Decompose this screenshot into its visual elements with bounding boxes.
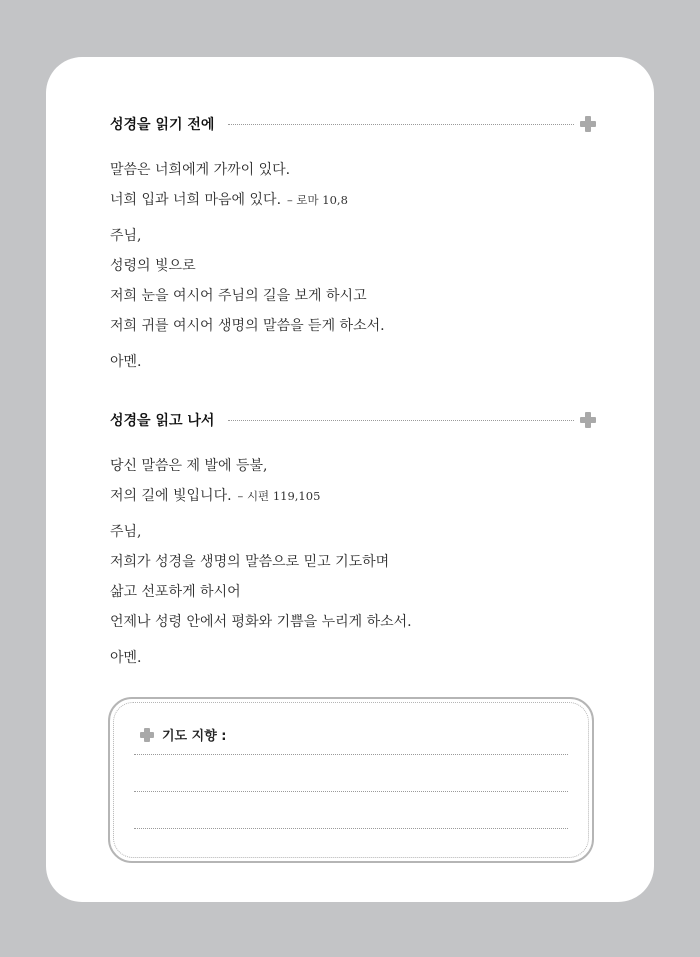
prayer-intention-label: 기도 지향 :: [162, 729, 227, 744]
verse-block: [110, 155, 596, 215]
amen-block: [110, 643, 596, 673]
verse-line: 당신 말씀은 제 발에 등불,: [110, 458, 268, 474]
amen-block: [110, 347, 596, 377]
verse-line: 말씀은 너희에게 가까이 있다.: [110, 162, 291, 178]
amen-text: 아멘.: [110, 354, 142, 370]
prayer-block: [110, 517, 596, 637]
plus-icon: [140, 728, 154, 742]
verse-reference: – 시편 119,105: [237, 489, 321, 503]
section-title: 성경을 읽고 나서: [110, 413, 215, 429]
verse-line: [110, 481, 596, 511]
prayer-line: 성령의 빛으로: [110, 258, 196, 274]
verse-reference: – 로마 10,8: [287, 193, 348, 207]
section-title: 성경을 읽기 전에: [110, 117, 215, 133]
prayer-line: 저희가 성경을 생명의 말씀으로 믿고 기도하며: [110, 554, 390, 570]
prayer-intention-box: [108, 697, 594, 863]
writing-line[interactable]: [134, 754, 568, 755]
verse-line: [110, 185, 596, 215]
plus-icon: [580, 116, 596, 132]
writing-line[interactable]: [134, 791, 568, 792]
verse-text: 저의 길에 빛입니다.: [110, 488, 232, 504]
prayer-block: [110, 221, 596, 341]
prayer-line: 주님,: [110, 228, 142, 244]
prayer-intention-header: [140, 725, 226, 744]
prayer-line: 주님,: [110, 524, 142, 540]
section-header: [110, 409, 596, 431]
writing-line[interactable]: [134, 828, 568, 829]
page: [46, 57, 654, 902]
section-header: [110, 113, 596, 135]
amen-text: 아멘.: [110, 650, 142, 666]
plus-icon: [580, 412, 596, 428]
dotted-divider: [228, 124, 574, 125]
after-reading-section: [110, 409, 596, 673]
prayer-line: 저희 귀를 여시어 생명의 말씀을 듣게 하소서.: [110, 318, 385, 334]
before-reading-section: [110, 113, 596, 377]
prayer-line: 언제나 성령 안에서 평화와 기쁨을 누리게 하소서.: [110, 614, 412, 630]
verse-text: 너희 입과 너희 마음에 있다.: [110, 192, 282, 208]
prayer-line: 저희 눈을 여시어 주님의 길을 보게 하시고: [110, 288, 367, 304]
verse-block: [110, 451, 596, 511]
prayer-line: 삶고 선포하게 하시어: [110, 584, 241, 600]
dotted-divider: [228, 420, 574, 421]
